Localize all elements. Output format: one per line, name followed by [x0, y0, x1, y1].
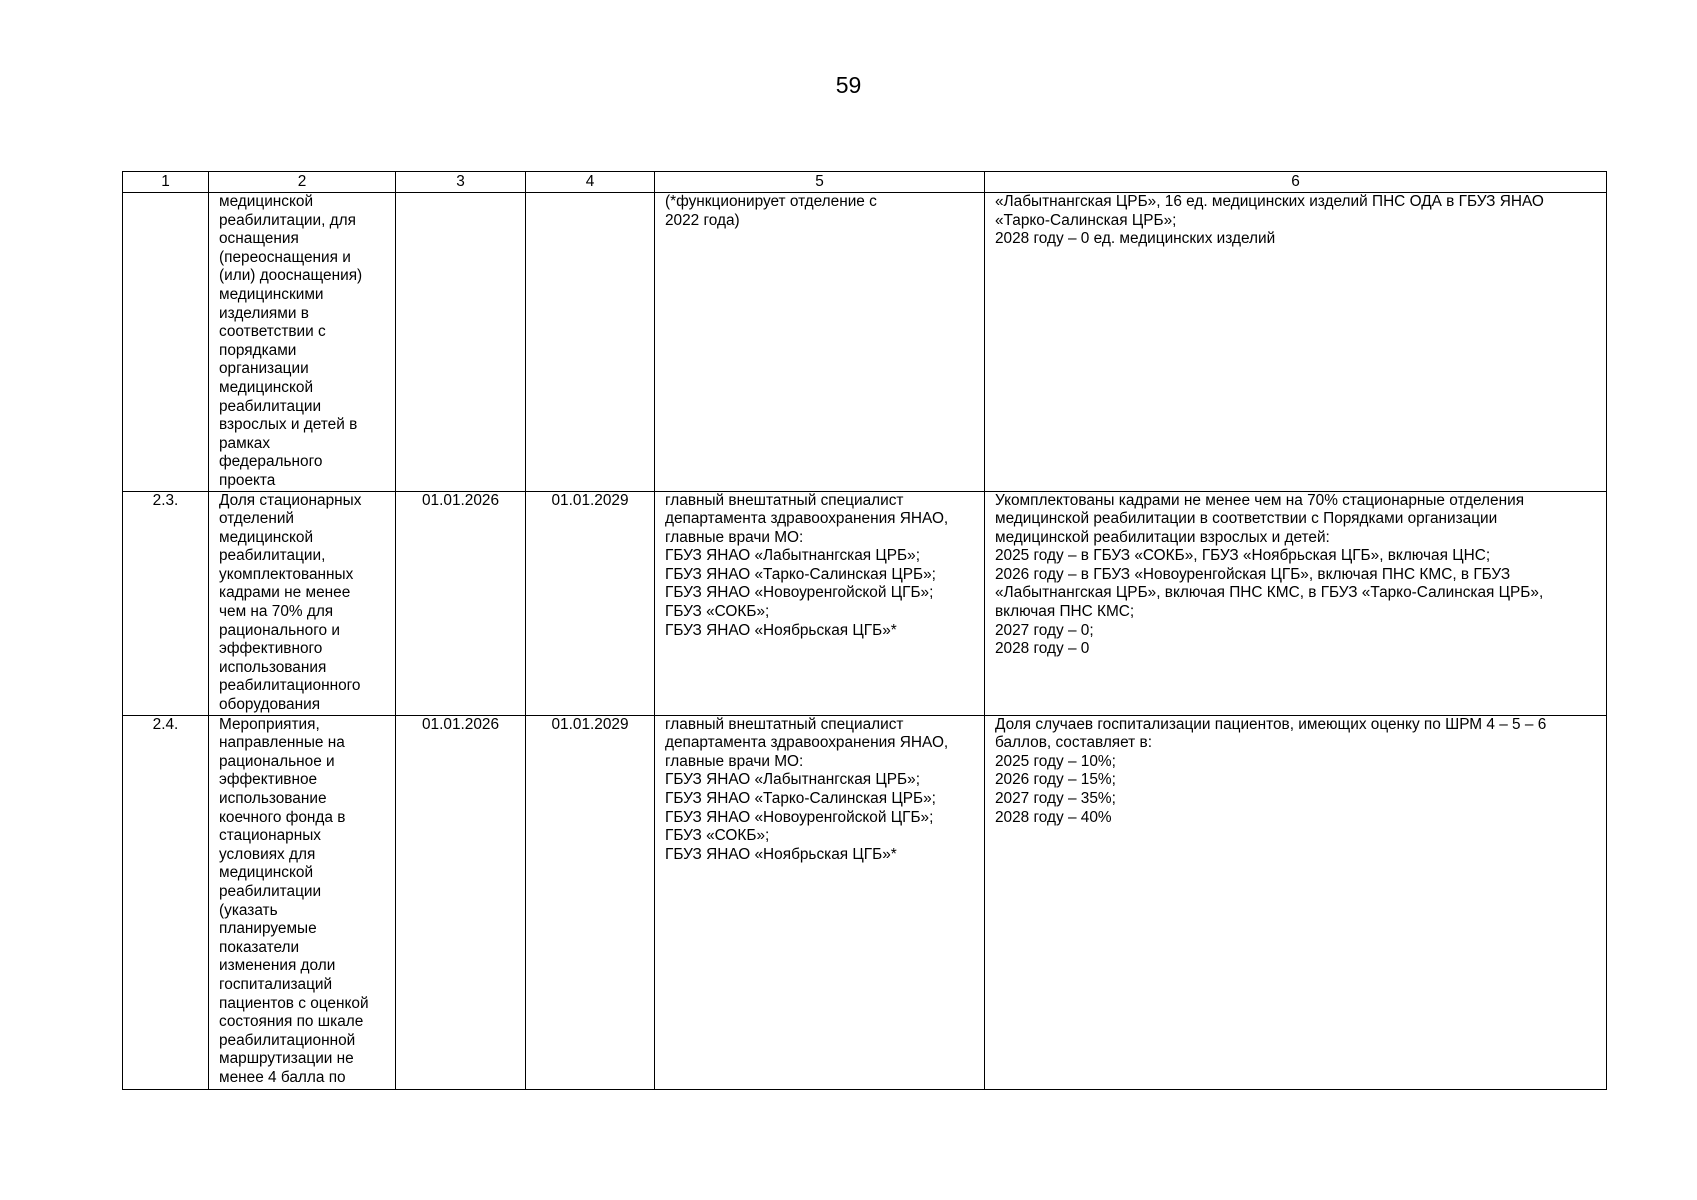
start-date-cell: 01.01.2026: [396, 715, 526, 1089]
activity-name-cell: медицинской реабилитации, для оснащения (переоснащения и (или) дооснащения) медицинскими изделиями в соответствии с порядками организации медицинской реабилитации взрослых и детей в рамках федерального проекта: [209, 193, 396, 492]
column-header-6: 6: [985, 172, 1607, 193]
column-header-1: 1: [123, 172, 209, 193]
column-header-2: 2: [209, 172, 396, 193]
column-header-3: 3: [396, 172, 526, 193]
start-date-cell: 01.01.2026: [396, 491, 526, 715]
responsible-cell: главный внештатный специалист департамента здравоохранения ЯНАО, главные врачи МО: ГБУЗ ЯНАО «Лабытнангская ЦРБ»; ГБУЗ ЯНАО «Тарко-Салинская ЦРБ»; ГБУЗ ЯНАО «Новоуренгойской ЦГБ»; ГБУЗ «СОКБ»; ГБУЗ ЯНАО «Ноябрьская ЦГБ»*: [655, 491, 985, 715]
start-date-cell: [396, 193, 526, 492]
row-number-cell: [123, 193, 209, 492]
column-header-4: 4: [526, 172, 655, 193]
table-row: [123, 193, 1607, 492]
responsible-cell: (*функционирует отделение с 2022 года): [655, 193, 985, 492]
plan-table: [122, 171, 1607, 1090]
result-cell: «Лабытнангская ЦРБ», 16 ед. медицинских изделий ПНС ОДА в ГБУЗ ЯНАО «Тарко-Салинская ЦРБ»; 2028 году – 0 ед. медицинских изделий: [985, 193, 1607, 492]
table-header-row: [123, 172, 1607, 193]
table-row: [123, 491, 1607, 715]
page-number: 59: [835, 72, 862, 98]
activity-name-cell: Мероприятия, направленные на рациональное и эффективное использование коечного фонда в стационарных условиях для медицинской реабилитации (указать планируемые показатели изменения доли госпитализаций пациентов с оценкой состояния по шкале реабилитационной маршрутизации не менее 4 балла по: [209, 715, 396, 1089]
row-number-cell: 2.4.: [123, 715, 209, 1089]
end-date-cell: [526, 193, 655, 492]
table-row: [123, 715, 1607, 1089]
result-cell: Доля случаев госпитализации пациентов, имеющих оценку по ШРМ 4 – 5 – 6 баллов, составляет в: 2025 году – 10%; 2026 году – 15%; 2027 году – 35%; 2028 году – 40%: [985, 715, 1607, 1089]
end-date-cell: 01.01.2029: [526, 491, 655, 715]
result-cell: Укомплектованы кадрами не менее чем на 70% стационарные отделения медицинской реабилитации в соответствии с Порядками организации медицинской реабилитации взрослых и детей: 2025 году – в ГБУЗ «СОКБ», ГБУЗ «Ноябрьская ЦГБ», включая ЦНС; 2026 году – в ГБУЗ «Новоуренгойская ЦГБ», включая ПНС КМС, в ГБУЗ «Лабытнангская ЦРБ», включая ПНС КМС, в ГБУЗ «Тарко-Салинская ЦРБ», включая ПНС КМС; 2027 году – 0; 2028 году – 0: [985, 491, 1607, 715]
end-date-cell: 01.01.2029: [526, 715, 655, 1089]
column-header-5: 5: [655, 172, 985, 193]
responsible-cell: главный внештатный специалист департамента здравоохранения ЯНАО, главные врачи МО: ГБУЗ ЯНАО «Лабытнангская ЦРБ»; ГБУЗ ЯНАО «Тарко-Салинская ЦРБ»; ГБУЗ ЯНАО «Новоуренгойской ЦГБ»; ГБУЗ «СОКБ»; ГБУЗ ЯНАО «Ноябрьская ЦГБ»*: [655, 715, 985, 1089]
row-number-cell: 2.3.: [123, 491, 209, 715]
activity-name-cell: Доля стационарных отделений медицинской реабилитации, укомплектованных кадрами не менее чем на 70% для рационального и эффективного использования реабилитационного оборудования: [209, 491, 396, 715]
